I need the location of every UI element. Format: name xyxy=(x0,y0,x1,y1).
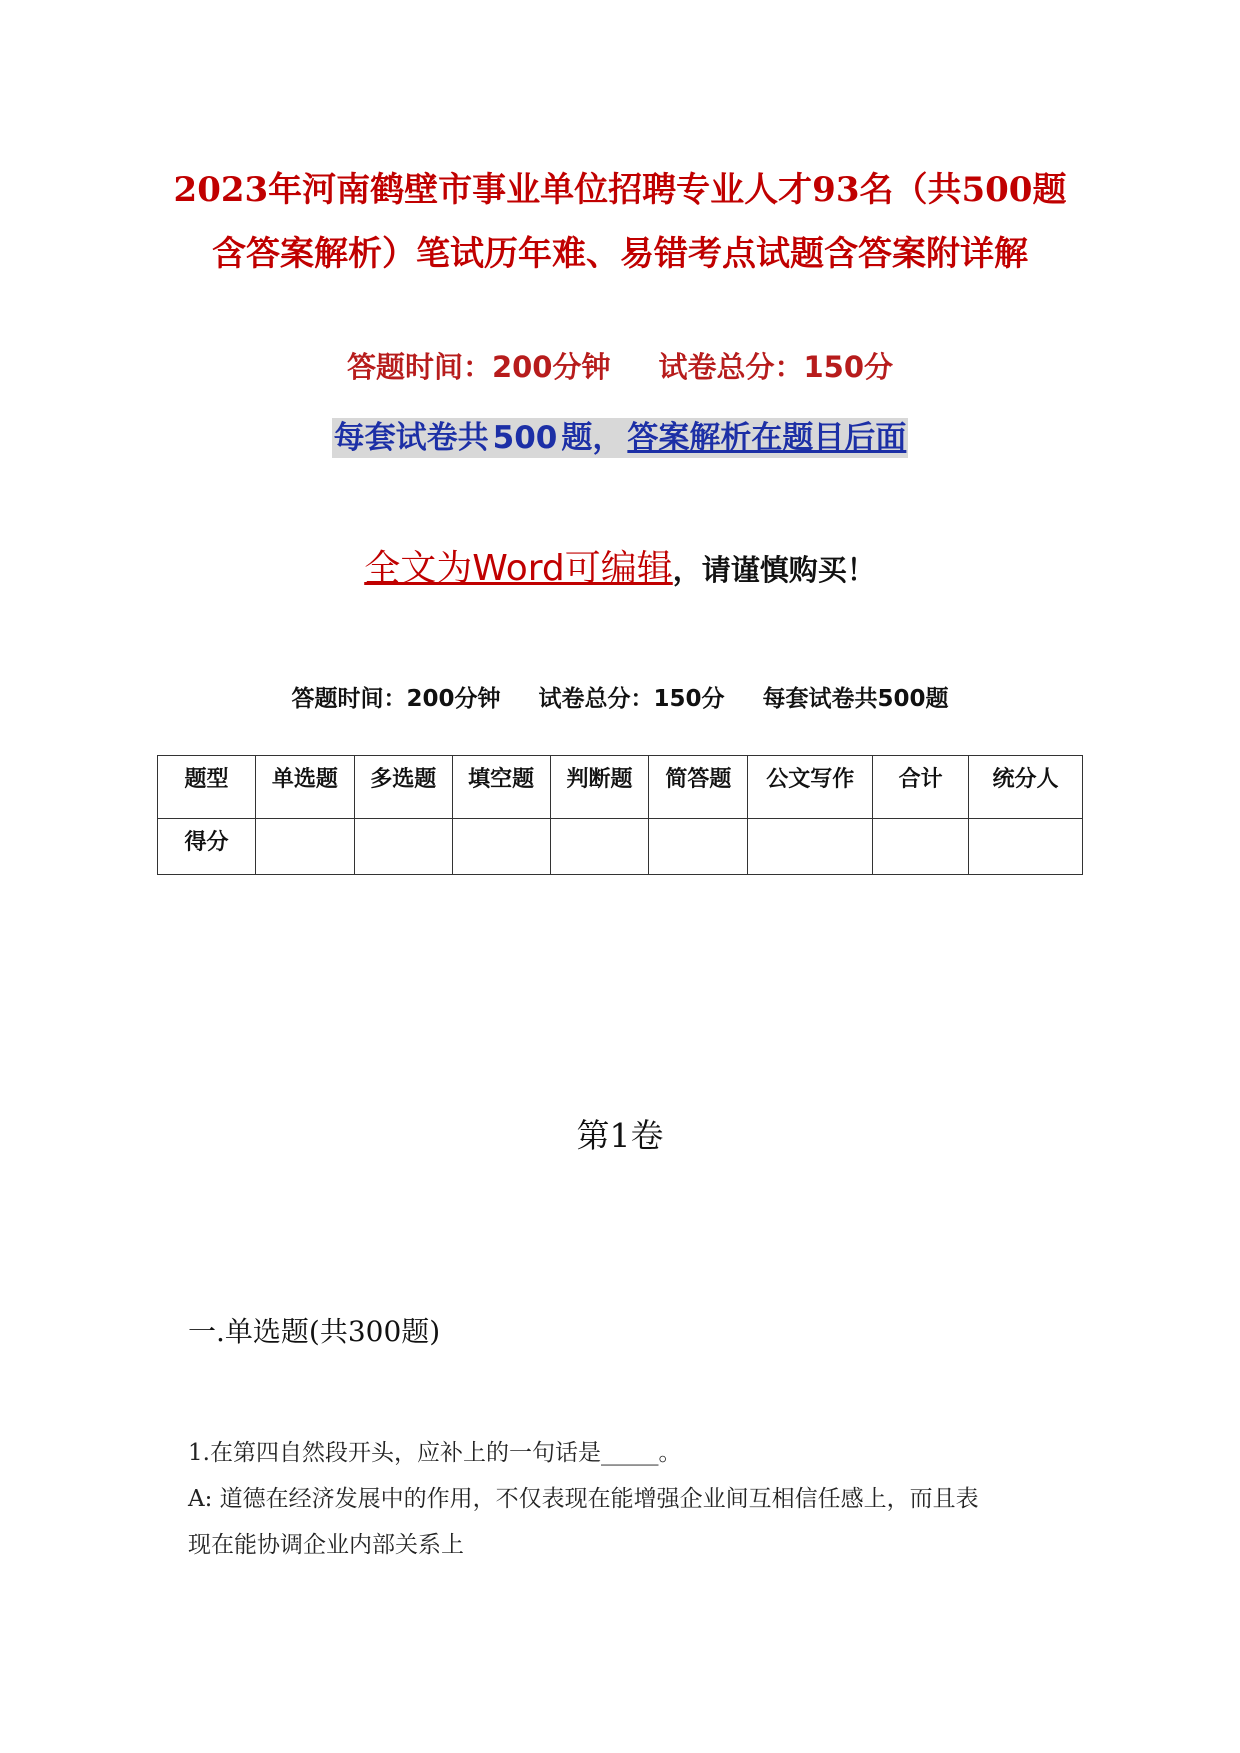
score-table-header-row xyxy=(158,756,1083,819)
score-cell xyxy=(873,819,969,875)
score-table xyxy=(157,755,1083,875)
exam-meta-top xyxy=(0,345,1240,386)
exam-total-score: 试卷总分：150分 xyxy=(658,350,894,384)
document-title xyxy=(140,158,1100,286)
score-cell xyxy=(354,819,452,875)
option-a-line-2: 现在能协调企业内部关系上 xyxy=(188,1532,464,1558)
exam-total-score-2: 试卷总分：150分 xyxy=(538,686,725,712)
score-cell xyxy=(550,819,649,875)
question-stem: 1.在第四自然段开头，应补上的一句话是_____。 xyxy=(188,1440,682,1466)
table-header-cell: 统分人 xyxy=(969,756,1083,819)
question-count-notice xyxy=(0,412,1240,457)
score-row-label: 得分 xyxy=(158,819,256,875)
exam-question-count: 每套试卷共500题 xyxy=(762,686,949,712)
notice-part-4: 答案解析在题目后面 xyxy=(627,420,907,456)
table-header-cell: 判断题 xyxy=(550,756,649,819)
notice-part-2: 500 xyxy=(492,420,558,456)
exam-time: 答题时间：200分钟 xyxy=(346,350,611,384)
question-1 xyxy=(188,1430,1068,1568)
section-title: 一.单选题(共300题) xyxy=(188,1315,441,1348)
score-cell xyxy=(649,819,748,875)
exam-meta-bottom xyxy=(0,680,1240,713)
title-line-1: 2023年河南鹤壁市事业单位招聘专业人才93名（共500题 xyxy=(173,170,1067,210)
score-cell xyxy=(255,819,354,875)
notice-part-3: 题， xyxy=(561,420,624,456)
purchase-warning: ，请谨慎购买！ xyxy=(672,553,876,587)
score-cell xyxy=(748,819,873,875)
exam-time-2: 答题时间：200分钟 xyxy=(291,686,501,712)
table-header-cell: 多选题 xyxy=(354,756,452,819)
notice-part-1: 每套试卷共 xyxy=(333,420,489,456)
title-line-2: 含答案解析）笔试历年难、易错考点试题含答案附详解 xyxy=(212,234,1028,274)
word-editable-notice xyxy=(0,540,1240,591)
volume-title: 第1卷 xyxy=(576,1116,664,1155)
table-header-cell: 简答题 xyxy=(649,756,748,819)
table-header-cell: 公文写作 xyxy=(748,756,873,819)
table-header-cell: 填空题 xyxy=(452,756,550,819)
option-a-line-1: A: 道德在经济发展中的作用，不仅表现在能增强企业间互相信任感上，而且表 xyxy=(188,1486,979,1512)
score-cell xyxy=(452,819,550,875)
word-editable-text: 全文为Word可编辑 xyxy=(364,548,673,589)
score-table-score-row xyxy=(158,819,1083,875)
table-header-cell: 题型 xyxy=(158,756,256,819)
table-header-cell: 单选题 xyxy=(255,756,354,819)
table-header-cell: 合计 xyxy=(873,756,969,819)
score-cell xyxy=(969,819,1083,875)
